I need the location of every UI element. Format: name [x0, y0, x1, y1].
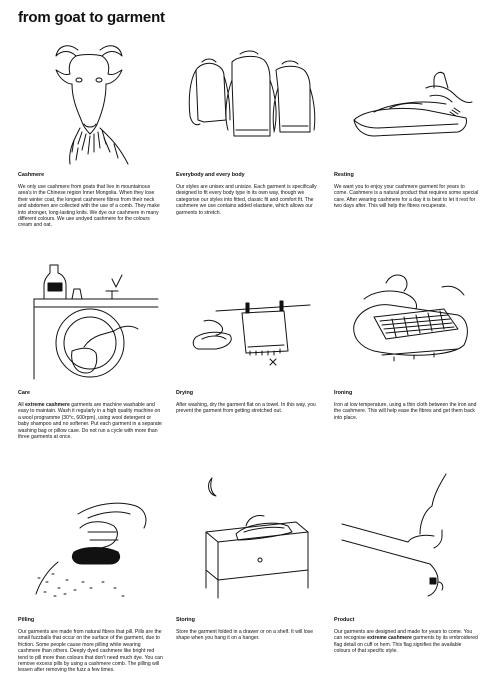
section-title: Storing — [176, 617, 195, 623]
section-title: Ironing — [334, 390, 353, 396]
section-title: Pilling — [18, 617, 35, 623]
drying-line-icon — [176, 255, 321, 380]
section-text: Our styles are unisex and unisize. Each garment is specifically designed to fit every body type in its own way, though we categorise our styles into fitted, classic fit and comfort fit. The cashmere we use contains added elastane, which allows our garments to stretch. — [176, 184, 317, 216]
section-cashmere — [18, 28, 163, 278]
section-title: Cashmere — [18, 172, 45, 178]
section-text: After washing, dry the garment flat on a towel. In this way, you prevent the garment from getting stretched out. — [176, 402, 316, 415]
section-resting — [334, 28, 479, 278]
section-title: Drying — [176, 390, 194, 396]
lint-comb-icon — [18, 470, 163, 605]
section-text — [334, 629, 479, 655]
brand-name: extreme cashmere — [367, 635, 412, 642]
section-title: Product — [334, 617, 355, 623]
three-people-icon — [176, 40, 321, 180]
text-run: All — [18, 402, 26, 408]
section-storing — [176, 470, 321, 695]
text-run: Our garments are designed and made for years to come. You can recognise — [334, 629, 473, 642]
text-run: garments are machine washable and easy to maintain. Wash it regularly in a high quality machine on a wool programme (30°c, 600rpm), using wool detergent or baby shampoo and no softener. Put each garment in a separate washing bag or pillow case. Do not run a cycle with more than three garments at once. — [18, 402, 162, 441]
section-title: Resting — [334, 172, 354, 178]
washing-machine-icon — [18, 255, 163, 380]
section-text: Our garments are made from natural fibres that pill. Pills are the small fuzzballs that occur on the surface of the garment, due to friction. Some people cause more pilling while wearing cashmere than others. Deeply dyed cashmere like bright red tend to pill more than colours that don't need much dye. You can remove excess pills by using a cashmere comb. The pilling will lessen after removing the fuzz a few times. — [18, 629, 163, 674]
section-ironing — [334, 255, 479, 485]
section-product — [334, 470, 479, 695]
folded-garment-icon — [334, 40, 479, 180]
section-care — [18, 255, 163, 485]
iron-icon — [334, 255, 479, 380]
section-everybody — [176, 28, 321, 278]
section-text: We only use cashmere from goats that live in mountainous area's in the Chinese region Inner Mongolia. When they lose their winter coat, the longest cashmere fibres from their neck and abdomen are collected with the use of a comb. They make into stronger, long-lasting knits. We dye our cashmere in many different colours. We use undyed cashmere for the colours cream and oat. — [18, 184, 160, 229]
section-text: Store the garment folded in a drawer or on a shelf. It will lose shape when you hang it on a hanger. — [176, 629, 314, 642]
page-title: from goat to garment — [18, 9, 165, 26]
section-pilling — [18, 470, 163, 695]
text-run: garments by its embroidered flag detail on cuff or hem. This flag signifies the available colours of that specific style. — [334, 635, 478, 655]
section-text: Iron at low temperature, using a thin cloth between the iron and the cashmere. This will help ease the fibres and get them back into place. — [334, 402, 477, 421]
goat-head-icon — [18, 40, 163, 180]
section-text: We want you to enjoy your cashmere garment for years to come. Cashmere is a natural product that requires some special care. After wearing cashmere for a day it is best to let it rest for two days after. This will help the fibres recuperate. — [334, 184, 479, 210]
cuff-flag-icon — [334, 470, 479, 605]
section-title: Everybody and every body — [176, 172, 245, 178]
brand-name: extreme cashmere — [25, 402, 70, 408]
drawer-icon — [176, 470, 321, 605]
section-title: Care — [18, 390, 30, 396]
section-text — [18, 402, 163, 440]
section-drying — [176, 255, 321, 485]
